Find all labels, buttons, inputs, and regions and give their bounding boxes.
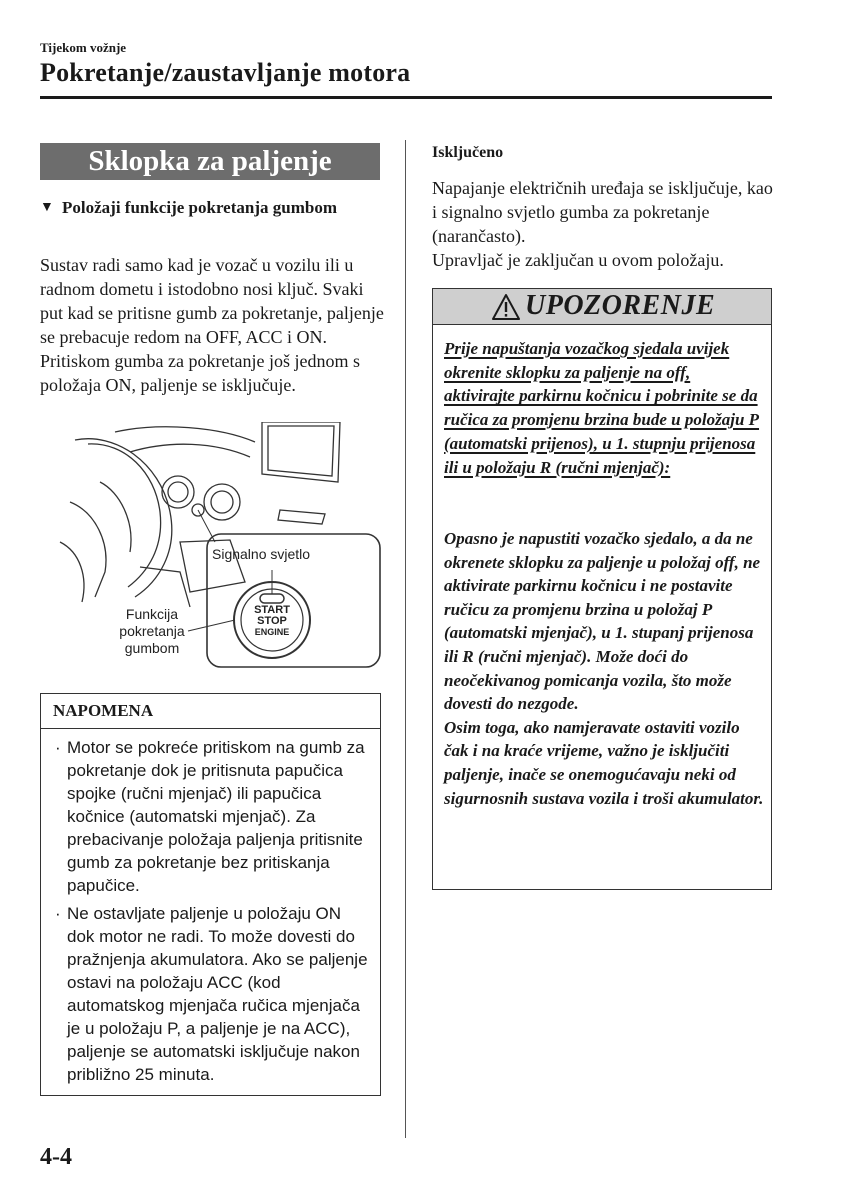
warning-heading: UPOZORENJE — [525, 290, 716, 321]
button-text-stop: STOP — [257, 615, 287, 627]
warning-box — [432, 288, 772, 890]
warning-header — [433, 289, 771, 325]
off-text-1: Napajanje električnih uređaja se isključuje, kao i signalno svjetlo gumba za pokretanje (narančasto). — [432, 178, 773, 246]
label-push-button-function: Funkcija pokretanja gumbom — [119, 606, 185, 656]
button-text-start: START — [254, 604, 290, 616]
warning-triangle-icon — [491, 293, 521, 321]
title-rule — [40, 96, 772, 99]
bullet-icon: · — [55, 904, 61, 923]
note-item-text: Ne ostavljate paljenje u položaju ON dok motor ne radi. To može dovesti do pražnjenja akumulatora. Ako se paljenje ostavi na položaju ACC (kod automatskog mjenjača ručica mjenjača je u položaju P, a paljenje je na ACC), paljenje se automatski isključuje nakon približno 25 minuta. — [67, 904, 368, 1084]
warning-body-1: Opasno je napustiti vozačko sjedalo, a da ne okrenete sklopku za paljenje u položaj off, ne aktivirate parkirnu kočnicu i ne postavite ručicu za promjenu brzina u položaj P (automatski mjenjač), u 1. stupanj prijenosa ili R (ručni mjenjač). Može doći do neočekivanog pomicanja vozila, što može dovesti do nezgode. — [444, 529, 761, 714]
column-divider — [405, 140, 406, 1138]
section-heading: Sklopka za paljenje — [40, 143, 380, 180]
warning-body — [444, 527, 764, 810]
note-item — [55, 736, 369, 897]
button-text-engine: ENGINE — [254, 627, 290, 637]
warning-instruction: Prije napuštanja vozačkog sjedala uvijek okrenite sklopku za paljenje na off, aktivirajte parkirnu kočnicu i pobrinite se da ručica za promjenu brzina bude u položaju P (automatski prijenos), u 1. stupnju prijenosa ili u položaju R (ručni mjenjač): — [444, 339, 760, 477]
bullet-icon: · — [55, 738, 61, 757]
chapter-label: Tijekom vožnje — [40, 40, 127, 55]
subheading-text: Položaji funkcije pokretanja gumbom — [62, 198, 337, 217]
note-item-text: Motor se pokreće pritiskom na gumb za pokretanje dok je pritisnuta papučica spojke (ručni mjenjač) ili papučica kočnice (automatski mjenjač). Za prebacivanje položaja paljenja pritisnite gumb za pokretanje bez pritiskanja papučice. — [67, 738, 365, 895]
note-heading: NAPOMENA — [53, 701, 154, 720]
note-item — [55, 902, 369, 1086]
intro-paragraph: Sustav radi samo kad je vozač u vozilu ili u radnom dometu i istodobno nosi ključ. Svaki put kad se pritisne gumb za pokretanje, paljenje se prebacuje redom na OFF, ACC i ON. Pritiskom gumba za pokretanje još jednom s položaja ON, paljenje se isključuje. — [40, 255, 384, 395]
page-number: 4-4 — [40, 1144, 72, 1170]
triangle-marker-icon: ▼ — [40, 200, 54, 215]
off-description — [432, 176, 777, 272]
steering-wheel-rim — [75, 439, 172, 597]
note-box — [40, 693, 381, 1096]
signal-light-icon — [260, 594, 284, 603]
subheading — [40, 194, 380, 219]
note-header — [41, 694, 380, 729]
page-title: Pokretanje/zaustavljanje motora — [40, 58, 411, 87]
off-text-2: Upravljač je zaključan u ovom položaju. — [432, 250, 724, 270]
off-heading: Isključeno — [432, 144, 504, 161]
warning-body-2: Osim toga, ako namjeravate ostaviti vozilo čak i na kraće vrijeme, važno je isključiti paljenje, inače se onemogućavaju neki od sigurnosnih sustava vozila i troši akumulator. — [444, 717, 764, 808]
label-signal-light: Signalno svjetlo — [212, 546, 311, 562]
